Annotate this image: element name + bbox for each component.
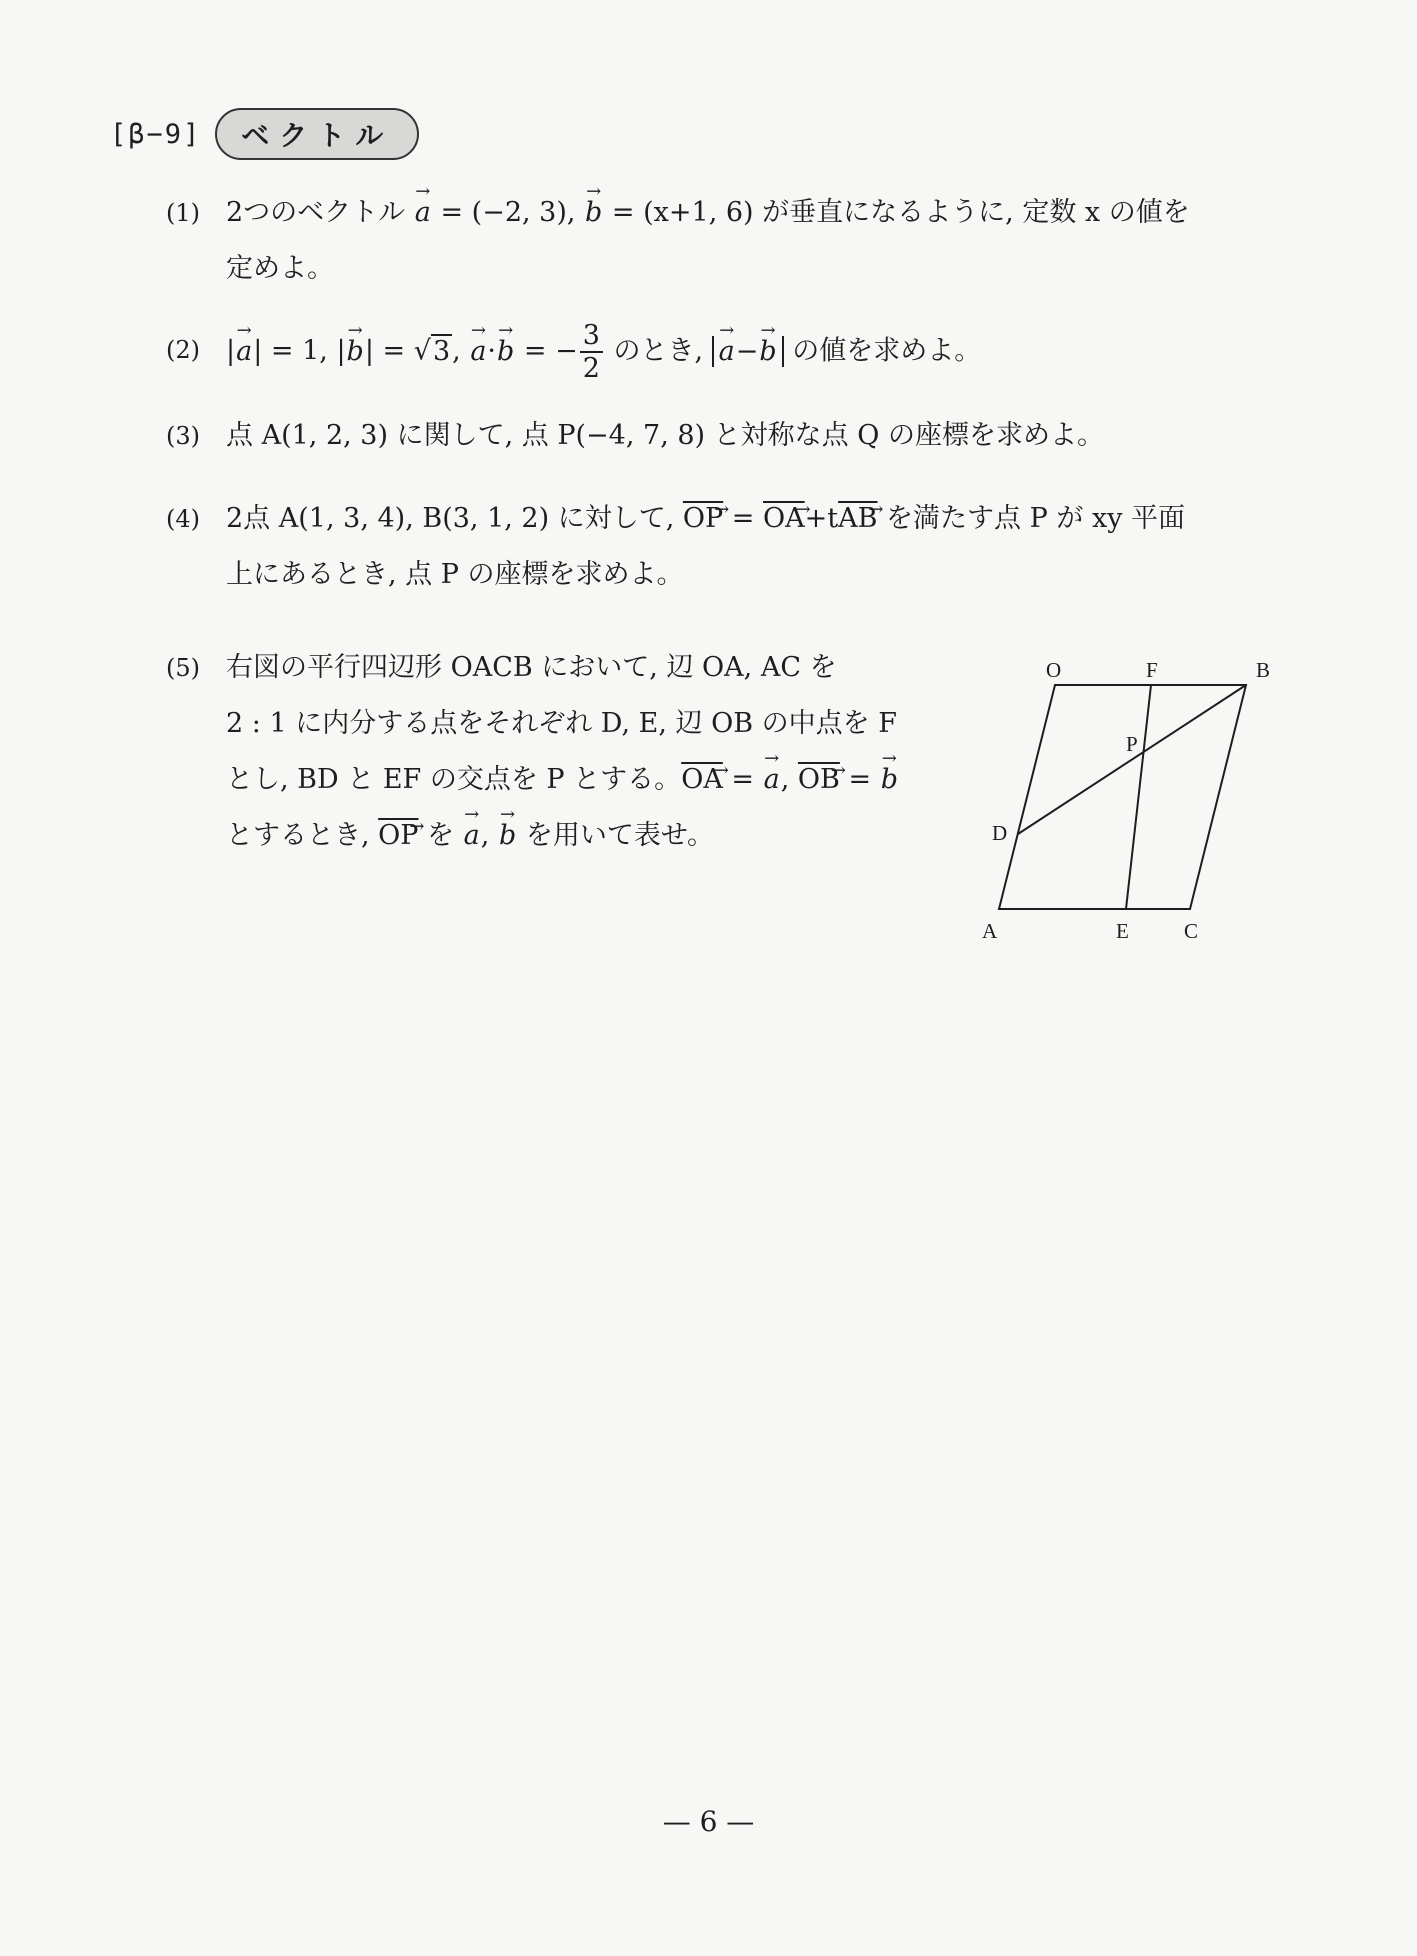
text-segment: , <box>780 764 798 795</box>
vector-oa: $\overline{OA}$ → <box>681 764 723 795</box>
text-line: 定めよ。 <box>226 253 334 284</box>
vector-b: → b <box>496 324 515 380</box>
text-segment: = <box>839 764 880 795</box>
text-segment: = <box>722 764 763 795</box>
text-segment: のとき, <box>604 335 712 367</box>
vector-ob: $\overline{OB}$ → <box>798 764 840 795</box>
absolute-value <box>712 336 784 367</box>
problem-text <box>226 185 1190 297</box>
problem-number: (3) <box>166 422 200 450</box>
text-segment: | = <box>364 335 414 367</box>
vector-a: → a <box>469 324 487 380</box>
vector-b: → b <box>498 808 517 864</box>
text-segment: の値を求めよ。 <box>783 335 982 367</box>
text-segment: | <box>226 335 236 367</box>
vector-a: → a <box>718 324 736 380</box>
text-segment: を満たす点 P が xy 平面 <box>877 503 1186 534</box>
text-segment: を用いて表せ。 <box>517 820 715 851</box>
text-segment: 2点 A(1, 3, 4), B(3, 1, 2) に対して, <box>226 503 683 534</box>
vector-a: → a <box>414 185 432 241</box>
problem-number: (1) <box>166 199 200 227</box>
text-segment: を <box>418 820 463 851</box>
label-f: F <box>1146 658 1158 682</box>
label-p: P <box>1126 732 1138 756</box>
text-segment: , <box>452 335 470 367</box>
problem-text: 点 A(1, 2, 3) に関して, 点 P(−4, 7, 8) と対称な点 Q の座標を求めよ。 <box>226 420 1104 451</box>
text-segment: とし, BD と EF の交点を P とする。 <box>226 764 682 795</box>
label-a: A <box>982 919 998 943</box>
problem-text: |→ a| = 1, |→ b| = √3, → a·→ b = − $\frac{3}{2}$ のとき, → a−→ b の値を求めよ。 <box>226 322 981 382</box>
text-segment: = − <box>515 335 578 367</box>
vector-op: $\overline{OP}$ → <box>378 820 418 851</box>
text-segment: − <box>735 335 759 367</box>
parallelogram-oacb <box>999 685 1246 909</box>
text-segment: , <box>480 820 498 851</box>
vector-op: $\overline{OP}$ → <box>683 503 723 534</box>
numerator: 3 <box>580 322 603 353</box>
label-c: C <box>1184 919 1199 943</box>
section-header <box>110 108 419 160</box>
topic-badge: ベクトル <box>215 108 419 160</box>
problem-number: (2) <box>166 336 200 364</box>
text-line: 2 : 1 に内分する点をそれぞれ D, E, 辺 OB の中点を F <box>226 708 897 739</box>
problem-number: (5) <box>166 654 200 682</box>
label-b: B <box>1256 658 1271 682</box>
text-segment: · <box>487 335 497 367</box>
section-id: [β−9] <box>110 118 202 150</box>
text-segment: とするとき, <box>226 820 379 851</box>
text-segment: = (−2, 3), <box>431 197 585 228</box>
vector-ab: $\overline{AB}$ → <box>838 503 877 534</box>
denominator: 2 <box>582 353 600 384</box>
sqrt-value: 3 <box>432 335 451 367</box>
vector-b: → b <box>346 324 365 380</box>
label-d: D <box>992 821 1008 845</box>
text-line: 右図の平行四辺形 OACB において, 辺 OA, AC を <box>226 652 837 683</box>
vector-a: → a <box>235 324 253 380</box>
problem-text <box>226 640 899 864</box>
segment-ef <box>1126 685 1151 909</box>
label-e: E <box>1116 919 1129 943</box>
parallelogram-figure <box>970 650 1300 950</box>
text-segment: = <box>723 503 763 534</box>
page-number: — 6 — <box>662 1805 755 1838</box>
fraction <box>580 322 603 382</box>
text-segment: | = 1, | <box>253 335 346 367</box>
problem-text <box>226 491 1185 603</box>
problem-number: (4) <box>166 505 200 533</box>
vector-b: → b <box>584 185 603 241</box>
vector-b: → b <box>758 324 777 380</box>
vector-b: → b <box>880 752 899 808</box>
text-segment: = (x+1, 6) が垂直になるように, 定数 x の値を <box>603 197 1190 228</box>
label-o: O <box>1046 658 1062 682</box>
text-line: 上にあるとき, 点 P の座標を求めよ。 <box>226 559 684 590</box>
text-segment: 2つのベクトル <box>226 197 414 228</box>
vector-a: → a <box>463 808 481 864</box>
segment-bd <box>1018 685 1246 834</box>
text-segment: +t <box>804 503 839 534</box>
vector-a: → a <box>763 752 781 808</box>
vector-oa: $\overline{OA}$ → <box>763 503 805 534</box>
